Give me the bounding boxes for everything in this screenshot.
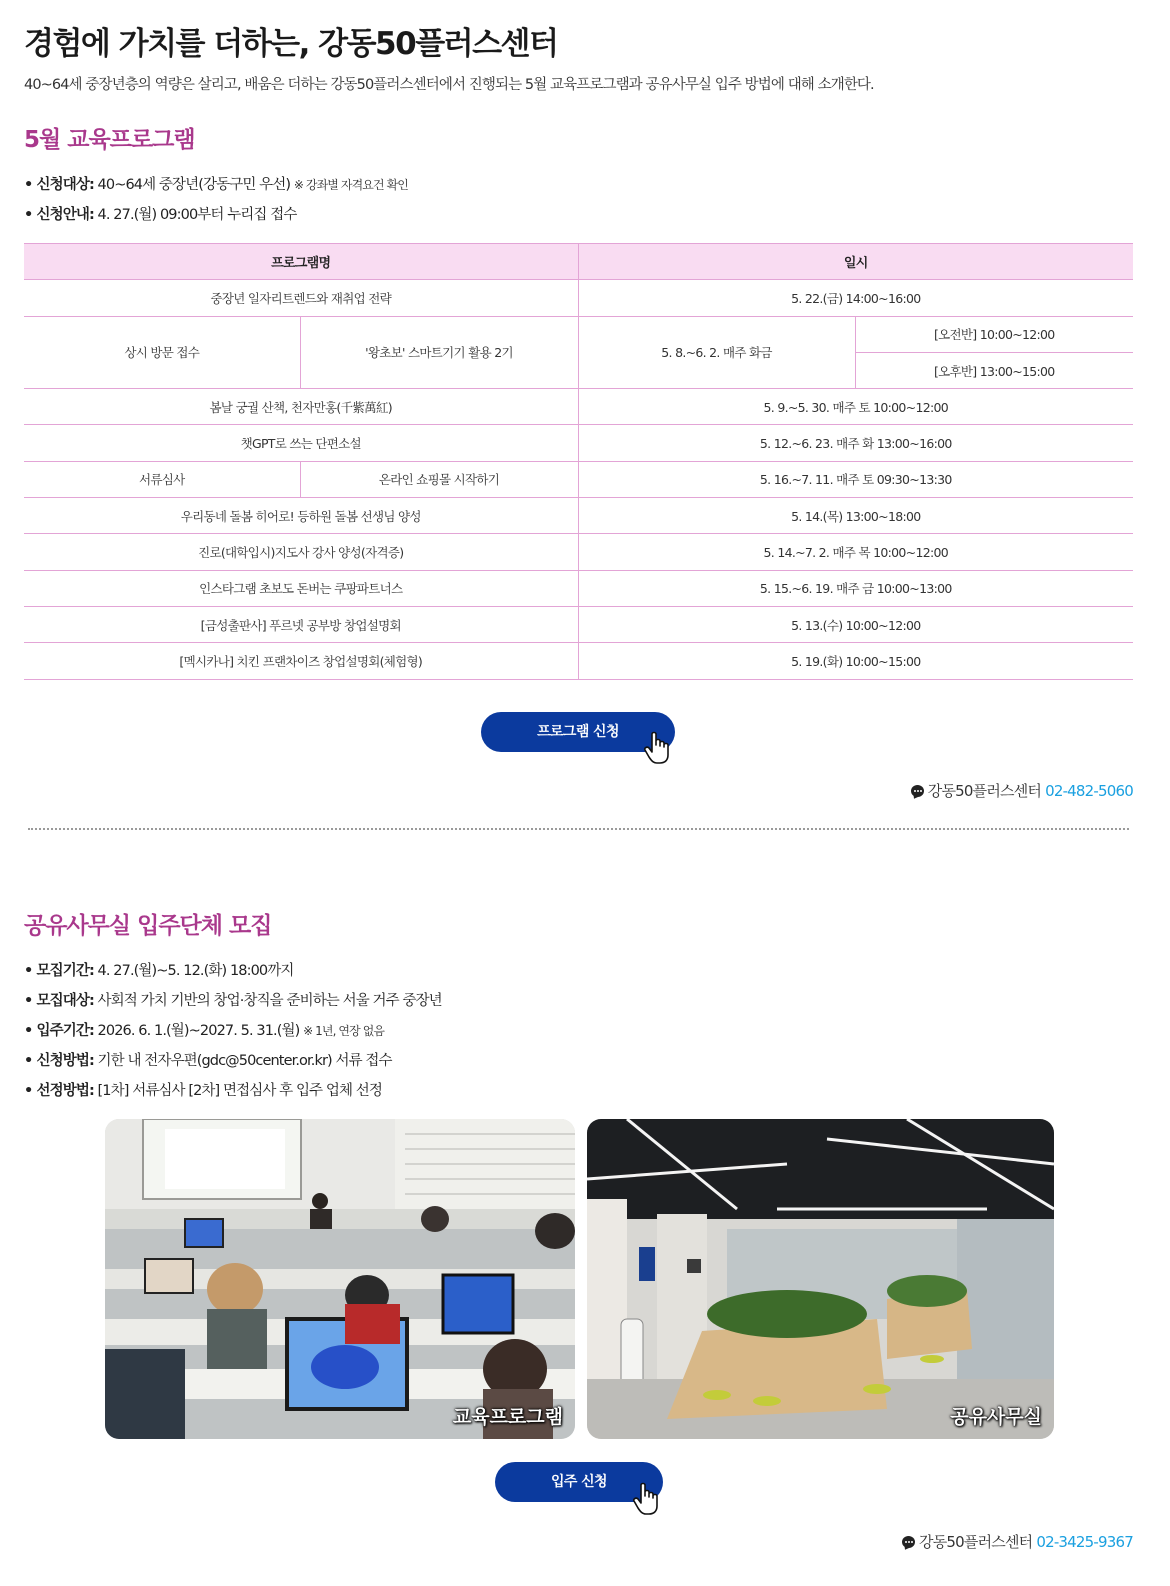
info-move-note: ※ 1년, 연장 없음 (303, 1024, 385, 1038)
table-row (24, 461, 1133, 497)
page-title: 경험에 가치를 더하는, 강동50플러스센터 (24, 26, 558, 62)
classroom-illustration (105, 1119, 575, 1439)
info-period-value: 4. 27.(월)~5. 12.(화) 18:00까지 (93, 963, 294, 979)
program-time: 5. 16.~7. 11. 매주 토 09:30~13:30 (578, 461, 1133, 497)
program-name: 진로(대학입시)지도사 강사 양성(자격증) (24, 534, 578, 570)
info-target-note: ※ 강좌별 자격요건 확인 (293, 178, 408, 192)
program-name: 인스타그램 초보도 돈버는 쿠팡파트너스 (24, 570, 578, 606)
program-time: 5. 22.(금) 14:00~16:00 (578, 280, 1133, 316)
section-title-programs: 5월 교육프로그램 (24, 127, 195, 153)
program-name: 중장년 일자리트렌드와 재취업 전략 (24, 280, 578, 316)
contact-info-2 (902, 1531, 1133, 1552)
table-header-row (24, 244, 1133, 280)
hand-pointer-icon (643, 731, 673, 765)
intro-text: 40~64세 중장년층의 역량은 살리고, 배움은 더하는 강동50플러스센터에서 진행되는 5월 교육프로그램과 공유사무실 입주 방법에 대해 소개한다. (24, 77, 874, 93)
photo2-caption: 공유사무실 (950, 1406, 1042, 1428)
info-select (24, 1079, 382, 1100)
table-row (24, 534, 1133, 570)
info-method (24, 1049, 392, 1070)
info-period-label: • 모집기간: (24, 963, 94, 979)
program-time: 5. 12.~6. 23. 매주 화 13:00~16:00 (578, 425, 1133, 461)
contact-name: 강동50플러스센터 (927, 782, 1046, 800)
table-row (24, 425, 1133, 461)
office-apply-label: 입주 신청 (551, 1474, 607, 1490)
program-name: 봄날 궁궐 산책, 천자만홍(千紫萬紅) (24, 389, 578, 425)
info-period (24, 959, 293, 980)
info-method-label: • 신청방법: (24, 1053, 94, 1069)
program-name: 챗GPT로 쓰는 단편소설 (24, 425, 578, 461)
table-row (24, 316, 1133, 352)
info-target-value: 40~64세 중장년(강동구민 우선) (93, 177, 294, 193)
info-guide-value: 4. 27.(월) 09:00부터 누리집 접수 (93, 207, 297, 223)
header-program: 프로그램명 (24, 244, 578, 280)
contact-info (911, 780, 1133, 801)
table-row (24, 570, 1133, 606)
program-time: 5. 14.(목) 13:00~18:00 (578, 498, 1133, 534)
program-date: 5. 8.~6. 2. 매주 화금 (578, 316, 855, 389)
classroom-photo (105, 1119, 575, 1439)
info-move-label: • 입주기간: (24, 1023, 94, 1039)
info-target2 (24, 989, 442, 1010)
table-row (24, 389, 1133, 425)
info-target2-label: • 모집대상: (24, 993, 94, 1009)
info-target-label: • 신청대상: (24, 177, 94, 193)
info-select-label: • 선정방법: (24, 1083, 94, 1099)
contact-phone[interactable]: 02-482-5060 (1045, 782, 1133, 800)
table-row (24, 606, 1133, 642)
program-name: 온라인 쇼핑몰 시작하기 (300, 461, 578, 497)
program-name: [멕시카나] 치킨 프랜차이즈 창업설명회(체험형) (24, 643, 578, 679)
office-illustration (587, 1119, 1054, 1439)
program-time: 5. 13.(수) 10:00~12:00 (578, 606, 1133, 642)
info-select-value: [1차] 서류심사 [2차] 면접심사 후 입주 업체 선정 (93, 1083, 383, 1099)
program-time: 5. 15.~6. 19. 매주 금 10:00~13:00 (578, 570, 1133, 606)
program-time-pm: [오후반] 13:00~15:00 (855, 352, 1133, 388)
info-method-value: 기한 내 전자우편(gdc@50center.or.kr) 서류 접수 (93, 1053, 392, 1069)
chat-icon (902, 1536, 915, 1548)
section-title-office: 공유사무실 입주단체 모집 (24, 913, 272, 939)
program-name: [금성출판사] 푸르넷 공부방 창업설명회 (24, 606, 578, 642)
header-time: 일시 (578, 244, 1133, 280)
photo1-caption: 교육프로그램 (452, 1406, 563, 1428)
program-table (24, 243, 1133, 680)
program-name: '왕초보' 스마트기기 활용 2기 (300, 316, 578, 389)
program-time: 5. 14.~7. 2. 매주 목 10:00~12:00 (578, 534, 1133, 570)
section-divider (28, 828, 1129, 830)
contact-name: 강동50플러스센터 (919, 1533, 1037, 1551)
table-row (24, 280, 1133, 316)
info-move (24, 1019, 384, 1040)
table-row (24, 498, 1133, 534)
hand-pointer-icon (632, 1482, 662, 1516)
program-category: 서류심사 (24, 461, 300, 497)
info-target2-value: 사회적 가치 기반의 창업·창직을 준비하는 서울 거주 중장년 (93, 993, 442, 1009)
contact-phone[interactable]: 02-3425-9367 (1036, 1533, 1133, 1551)
program-category: 상시 방문 접수 (24, 316, 300, 389)
chat-icon (911, 785, 924, 797)
info-move-value: 2026. 6. 1.(월)~2027. 5. 31.(월) (93, 1023, 304, 1039)
info-guide-label: • 신청안내: (24, 207, 94, 223)
program-time: 5. 19.(화) 10:00~15:00 (578, 643, 1133, 679)
info-guide (24, 203, 296, 224)
table-row (24, 643, 1133, 679)
program-name: 우리동네 돌봄 히어로! 등하원 돌봄 선생님 양성 (24, 498, 578, 534)
program-time: 5. 9.~5. 30. 매주 토 10:00~12:00 (578, 389, 1133, 425)
program-time-am: [오전반] 10:00~12:00 (855, 316, 1133, 352)
info-target (24, 173, 408, 194)
office-photo (587, 1119, 1054, 1439)
program-apply-label: 프로그램 신청 (537, 724, 619, 740)
